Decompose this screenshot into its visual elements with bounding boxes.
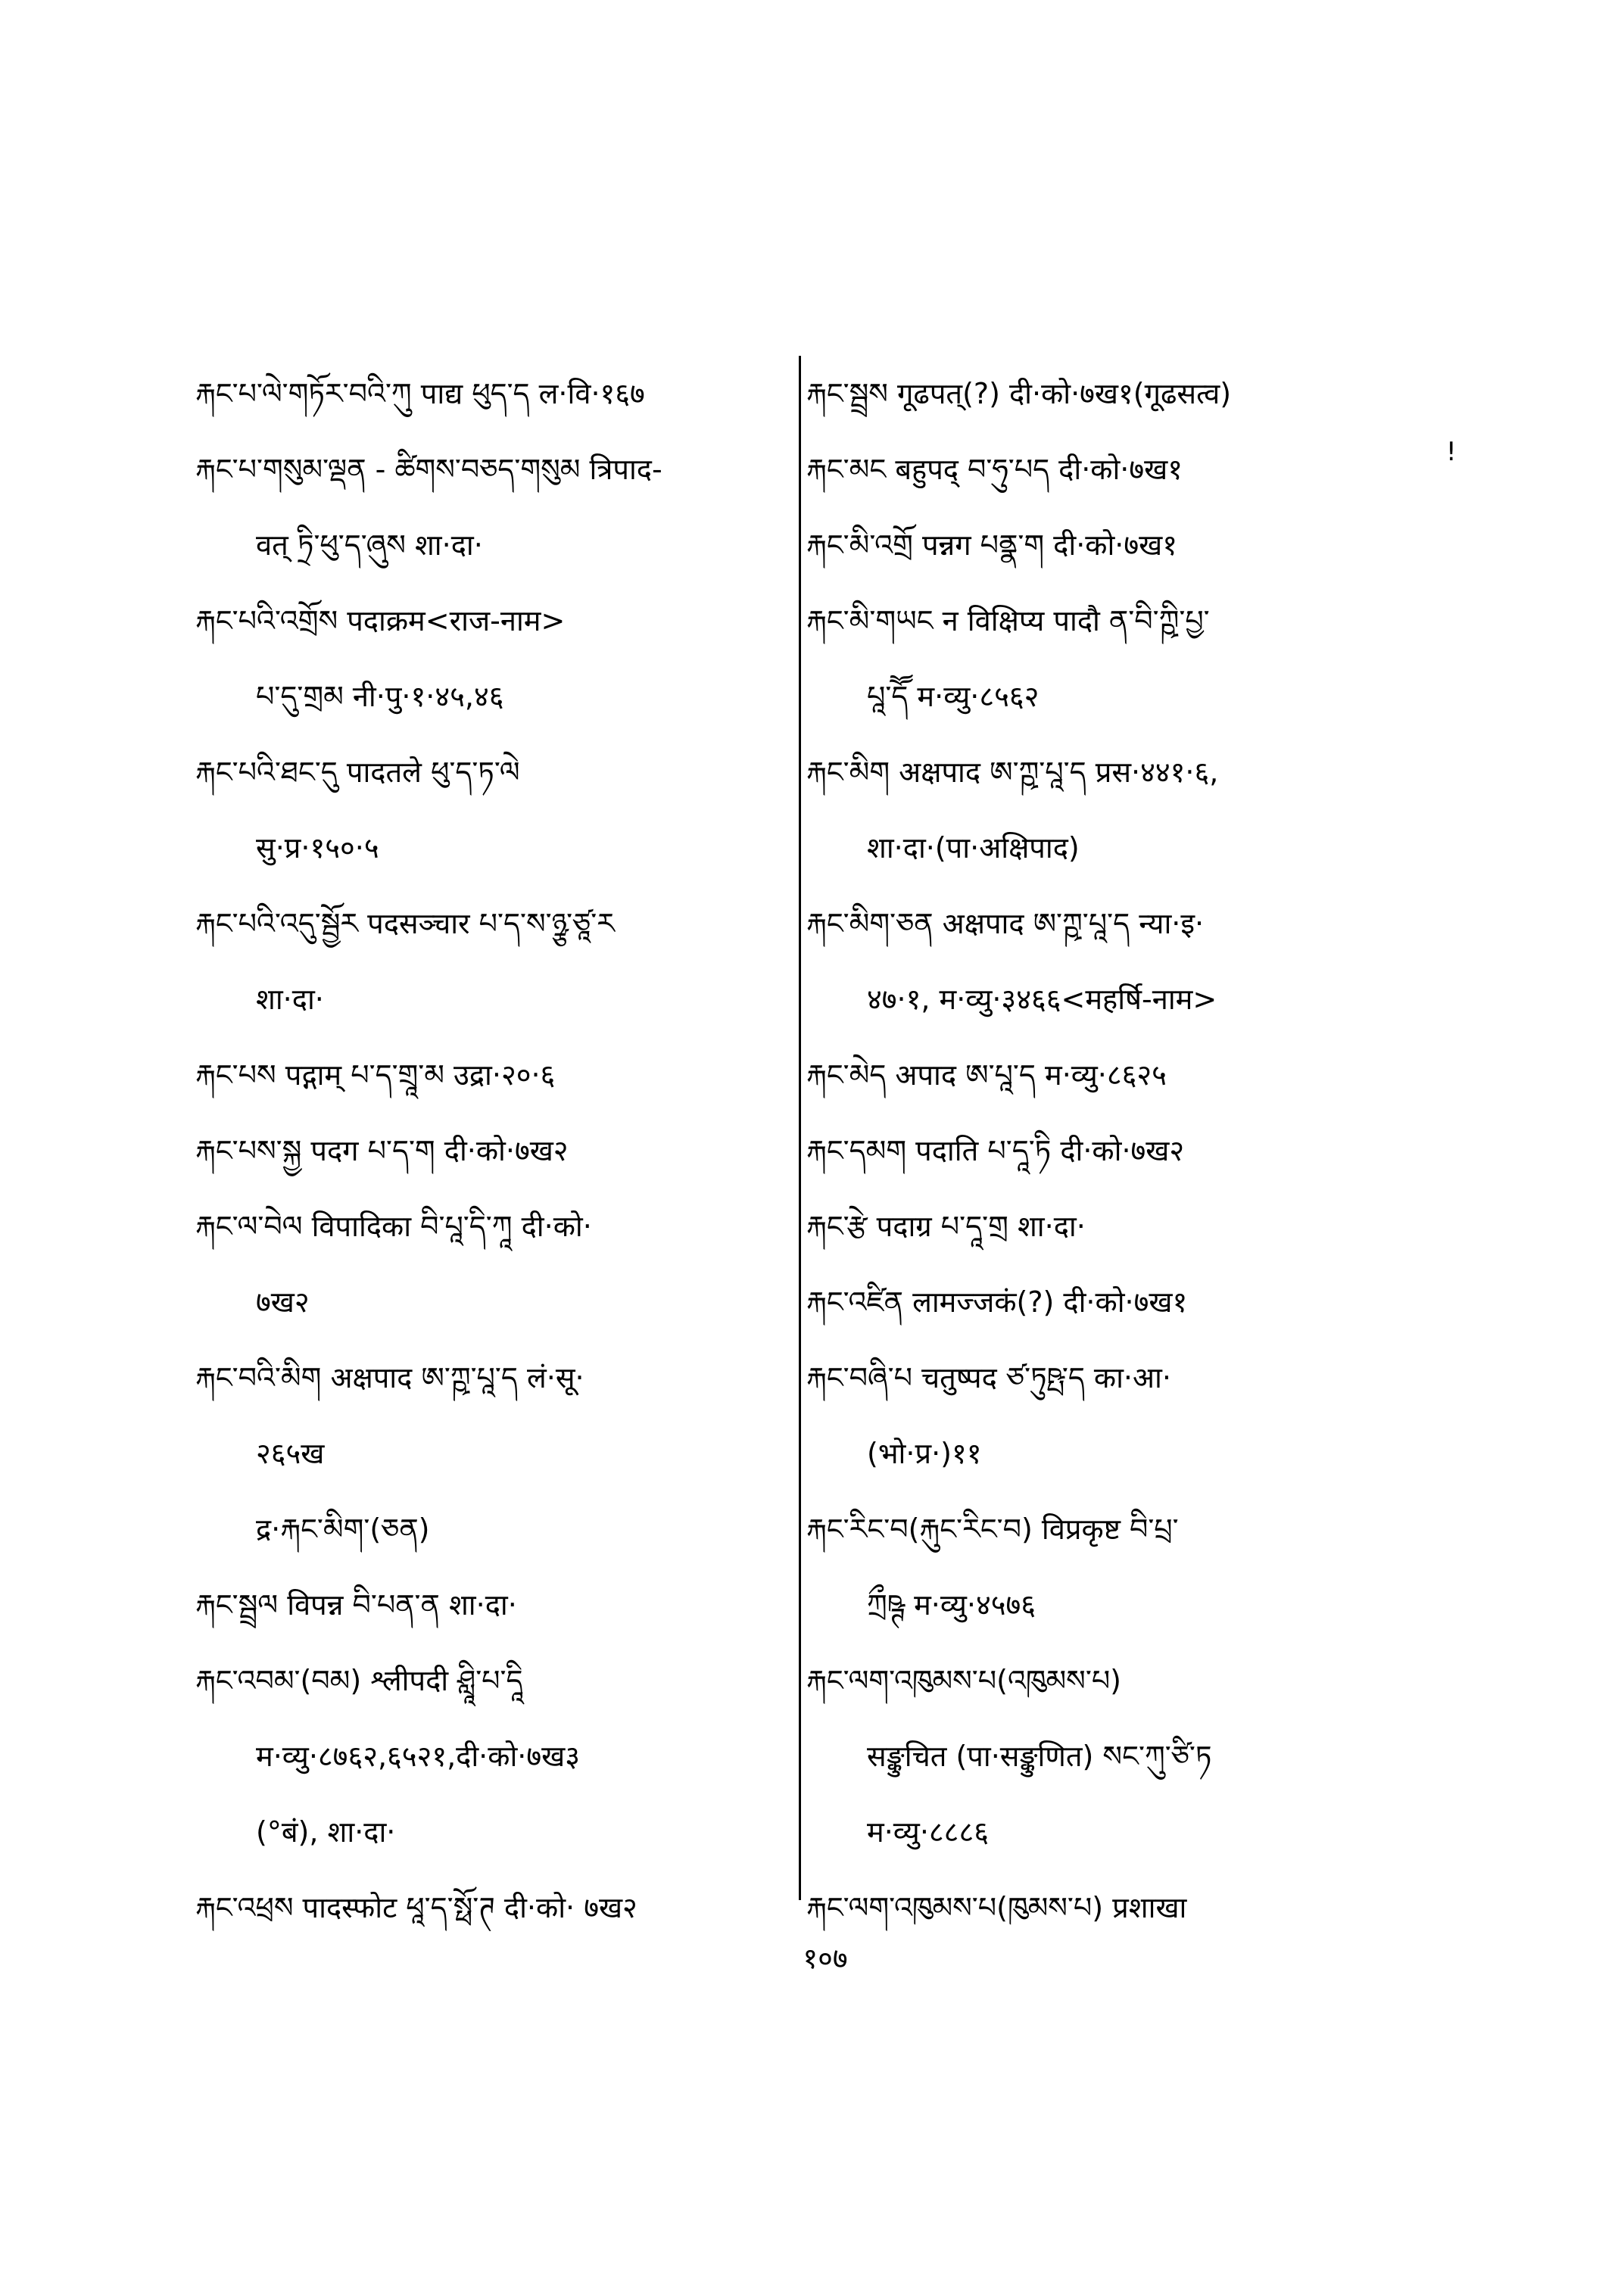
entry-line: རྐང་འབམ་(བམ) श्लीपदी ཤླཱི་པ་དཱི bbox=[195, 1664, 523, 1697]
entry-line: རྐང་པའི་འགྲོས पदाक्रम<राज-नाम> bbox=[195, 604, 566, 637]
entry-continuation: शा·दा·(पा·अक्षिपाद) bbox=[867, 831, 1080, 865]
entry-line: རྐང་མེད अपाद ཨ་པཱ་ད म·व्यु·८६२५ bbox=[806, 1058, 1167, 1092]
left-column bbox=[195, 356, 793, 1946]
entry-continuation: ཀྲྀཥྚ म·व्यु·४५७६ bbox=[867, 1588, 1036, 1622]
entry-line: རྐང་པའི་ཐང་དུ पादतले ཕུ་ད་ཏ་ལེ bbox=[195, 756, 520, 789]
entry-line: རྐང་རིང་བ(རྐུང་རིང་བ) विप्रकृष्ट བི་པྲ་ bbox=[806, 1513, 1179, 1546]
entry-continuation: ७ख२ bbox=[256, 1285, 310, 1319]
entry-continuation: शा·दा· bbox=[256, 983, 324, 1016]
entry-line: རྐང་བའི་མིག अक्षपाद ཨ་ཀྵ་པཱ་ད लं·सू· bbox=[195, 1361, 584, 1394]
entry-line: རྐང་མི་གཡང न विक्षिप्य पादौ ན་བི་ཀྵི་པྱ་ bbox=[806, 604, 1210, 637]
entry-continuation: वत् ཏྲི་ཕུ་ད་ཞུས शा·दा· bbox=[256, 528, 483, 562]
entry-line: རྐང་མང बहुपद् བ་ཧུ་པད दी·को·७ख१ bbox=[806, 453, 1183, 486]
entry-continuation: པ་དུ་གྲམ नी·पु·१·४५,४६ bbox=[256, 680, 504, 713]
entry-continuation: པཱ་དཽ म·व्यु·८५६२ bbox=[867, 680, 1040, 713]
entry-line: རྐང་ལ་བེལ विपादिका བི་པཱ་དི་ཀཱ दी·को· bbox=[195, 1210, 592, 1243]
entry-line: རྐང་འཕྲས पादस्फोट ཕཱ་ད་སྥོ་ཊ दी·को· ७ख२ bbox=[195, 1891, 637, 1924]
entry-line: རྐང་བཞི་པ चतुष्पद ཙ་ཏུཥྤ་ད का·आ· bbox=[806, 1361, 1171, 1394]
margin-mark: ! bbox=[1446, 437, 1457, 467]
entry-continuation: २६५ख bbox=[256, 1437, 325, 1470]
entry-line: རྐང་རྩེ पदाग्र པ་དཱ་གྲ शा·दा· bbox=[806, 1210, 1086, 1243]
right-column bbox=[806, 356, 1427, 1946]
entry-cross-reference: द्र·རྐང་མིག་(ཅན) bbox=[256, 1513, 430, 1546]
entry-line: རྐང་མིག་ཅན अक्षपाद ཨ་ཀྵ་པཱ་ད न्या·इ· bbox=[806, 907, 1205, 940]
entry-continuation: सङ्कुचित (पा·सङ्कुणित) སང་ཀུ་ཙི་ཏ bbox=[867, 1740, 1212, 1773]
entry-continuation: ४७·१, म·व्यु·३४६६<महर्षि-नाम> bbox=[867, 983, 1217, 1016]
entry-line: རྐང་པ་ལེ་གཏོར་བའི་ཀུ पाद्य ཕུད་ད ल·वि·१६७ bbox=[195, 377, 645, 410]
entry-line: རྐང་འཛིན लामज्जकं(?) दी·को·७ख१ bbox=[806, 1285, 1188, 1319]
entry-line: རྐང་པས་སྐྱ पदग པ་ད་ག दी·को·७ख२ bbox=[195, 1134, 569, 1167]
entry-line: རྐང་སྦྲལ विपन्न བི་པན་ན शा·दा· bbox=[195, 1588, 517, 1622]
entry-line: རྐང་ལག་འཁུམས་པ(ཁུམས་པ) प्रशाखा bbox=[806, 1891, 1187, 1924]
entry-line: རྐང་པ་གསུམ་ལྡན - ཚིགས་བཅད་གསུམ त्रिपाद- bbox=[195, 453, 662, 486]
entry-continuation: म·व्यु·८८८६ bbox=[867, 1815, 989, 1849]
entry-continuation: म·व्यु·८७६२,६५२१,दी·को·७ख३ bbox=[256, 1740, 580, 1773]
entry-line: རྐང་སྦྲས गूढपत्(?) दी·को·७ख१(गूढसत्व) bbox=[806, 377, 1232, 410]
column-divider bbox=[799, 356, 801, 1900]
entry-continuation: (°बं), शा·दा· bbox=[256, 1815, 396, 1849]
entry-line: རྐང་ལག་འཁུམས་པ(འཁུམས་པ) bbox=[806, 1664, 1121, 1697]
entry-line: རྐང་མིག अक्षपाद ཨ་ཀྵ་པཱ་ད प्रस·४४१·६, bbox=[806, 756, 1219, 789]
entry-line: རྐང་དམག पदाति པ་དཱ་ཏི दी·को·७ख२ bbox=[806, 1134, 1185, 1167]
entry-line: རྐང་པས पद्गाम् པ་ད་གྲཱ་མ उद्रा·२०·६ bbox=[195, 1058, 556, 1092]
entry-continuation: सु·प्र·१५०·५ bbox=[256, 831, 379, 865]
entry-continuation: (भो·प्र·)११ bbox=[867, 1437, 982, 1470]
entry-line: རྐང་པའི་འདུ་སྦྱོར पदसञ्चार པ་ད་ས་ཉྩ་ཙཱ་ར bbox=[195, 907, 615, 940]
page-number: १०७ bbox=[803, 1942, 848, 1975]
entry-line: རྐང་མི་འགྲོ पन्नग པནྣ་ག दी·को·७ख१ bbox=[806, 528, 1177, 562]
